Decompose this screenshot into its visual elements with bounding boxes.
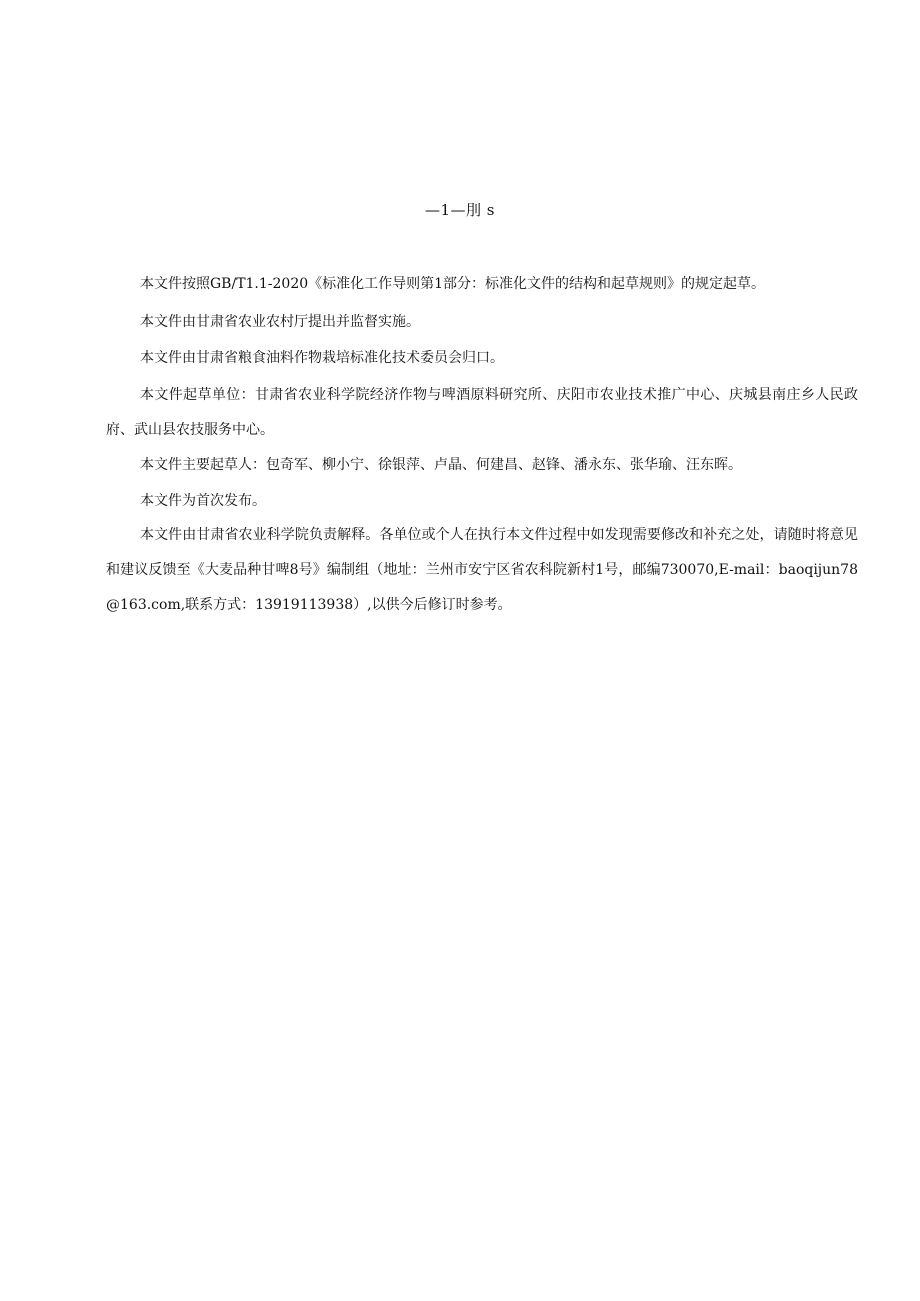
- paragraph-drafters: 本文件主要起草人：包奇军、柳小宁、徐银萍、卢晶、何建昌、赵锋、潘永东、张华瑜、汪东晖。: [140, 457, 742, 473]
- paragraph-drafting-units: 本文件起草单位：甘肃省农业科学院经济作物与啤酒原料研究所、庆阳市农业技术推广中心、庆城县南庄乡人民政府、武山县农技服务中心。: [106, 387, 858, 438]
- paragraph-committee: 本文件由甘肃省粮食油料作物栽培标准化技术委员会归口。: [140, 350, 504, 366]
- paragraph-first-release: 本文件为首次发布。: [140, 493, 266, 509]
- paragraph-proposer: 本文件由甘肃省农业农村厅提出并监督实施。: [140, 314, 420, 330]
- paragraph-drafting-rules: 本文件按照GB/T1.1-2020《标准化工作导则第1部分：标准化文件的结构和起草规则》的规定起草。: [140, 276, 766, 292]
- foreword-heading: —1—刖 s: [424, 201, 495, 219]
- paragraph-interpretation: 本文件由甘肃省农业科学院负责解释。各单位或个人在执行本文件过程中如发现需要修改和补充之处，请随时将意见和建议反馈至《大麦品种甘啤8号》编制组（地址：兰州市安宁区省农科院新村1号，邮编730070,E-mail：baoqijun78@163.com,联系方式：13919113938）,以供今后修订时参考。: [106, 527, 858, 613]
